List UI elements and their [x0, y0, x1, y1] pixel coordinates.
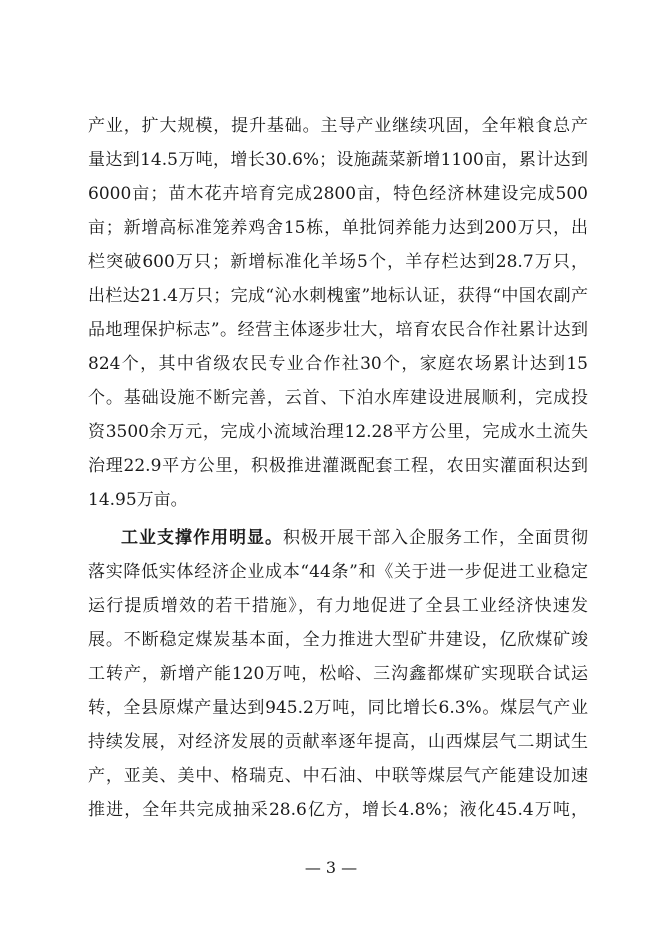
text-line: 运行提质增效的若干措施》，有力地促进了全县工业经济快速发 [88, 596, 588, 616]
text-line: 产业，扩大规模，提升基础。主导产业继续巩固，全年粮食总产 [88, 116, 588, 136]
text-line: 资3500余万元，完成小流域治理12.28平方公里，完成水土流失 [88, 422, 588, 442]
text-line: 14.95万亩。 [88, 490, 188, 510]
paragraph-first-line [121, 521, 588, 555]
text-line: 824个，其中省级农民专业合作社30个，家庭农场累计达到15 [88, 354, 588, 374]
heading-line-text: 积极开展干部入企服务工作，全面贯彻 [283, 528, 588, 548]
text-line: 工转产，新增产能120万吨，松峪、三沟鑫都煤矿实现联合试运 [88, 664, 588, 684]
text-line: 6000亩；苗木花卉培育完成2800亩，特色经济林建设完成500 [88, 184, 588, 204]
text-line: 个。基础设施不断完善，云首、下泊水库建设进展顺利，完成投 [88, 388, 588, 408]
text-line: 治理22.9平方公里，积极推进灌溉配套工程，农田实灌面积达到 [88, 456, 588, 476]
page-number: — 3 — [304, 858, 358, 877]
text-line: 出栏达21.4万只；完成“沁水刺槐蜜”地标认证，获得“中国农副产 [88, 286, 588, 306]
paragraph-heading: 工业支撑作用明显。 [121, 528, 283, 548]
text-line: 量达到14.5万吨，增长30.6%；设施蔬菜新增1100亩，累计达到 [88, 150, 588, 170]
text-line: 产，亚美、美中、格瑞克、中石油、中联等煤层气产能建设加速 [88, 766, 588, 786]
text-line: 亩；新增高标准笼养鸡舍15栋，单批饲养能力达到200万只，出 [88, 218, 588, 238]
text-line: 转，全县原煤产量达到945.2万吨，同比增长6.3%。煤层气产业 [88, 698, 588, 718]
text-line: 持续发展，对经济发展的贡献率逐年提高，山西煤层气二期试生 [88, 732, 588, 752]
text-line: 落实降低实体经济企业成本“44条”和《关于进一步促进工业稳定 [88, 562, 588, 582]
text-line: 推进，全年共完成抽采28.6亿方，增长4.8%；液化45.4万吨， [88, 800, 588, 820]
text-line: 品地理保护标志”。经营主体逐步壮大，培育农民合作社累计达到 [88, 320, 588, 340]
text-line: 栏突破600万只；新增标准化羊场5个，羊存栏达到28.7万只， [88, 252, 588, 272]
text-line: 展。不断稳定煤炭基本面，全力推进大型矿井建设，亿欣煤矿竣 [88, 630, 588, 650]
